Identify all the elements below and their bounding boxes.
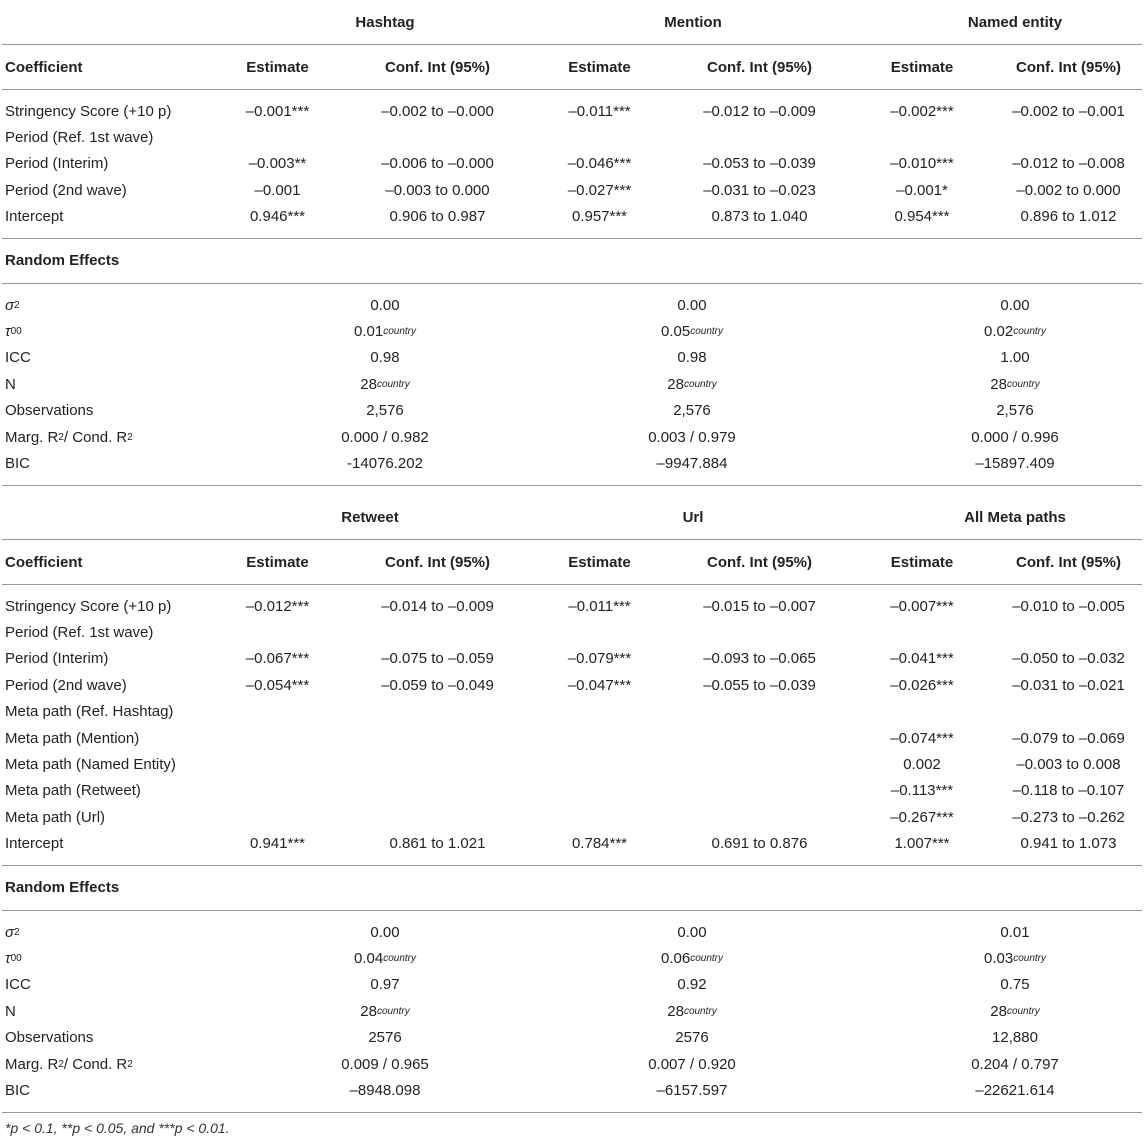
random-effect-value: 0.92 bbox=[677, 976, 707, 994]
estimate-cell: –0.012*** bbox=[245, 597, 310, 615]
section-header-row bbox=[0, 866, 1145, 910]
estimate-cell bbox=[230, 778, 325, 804]
row-label: Meta path (Url) bbox=[5, 808, 106, 826]
estimate-cell: –0.046*** bbox=[567, 155, 632, 173]
random-effect-row bbox=[0, 292, 1145, 318]
row-label: ICC bbox=[5, 976, 31, 994]
row-label: ICC bbox=[5, 349, 31, 367]
model-header-hashtag: Hashtag bbox=[355, 13, 415, 31]
random-effect-value: –22621.614 bbox=[975, 1081, 1055, 1099]
superscript-note: country bbox=[376, 378, 410, 390]
ci-cell bbox=[997, 619, 1140, 645]
estimate-header: Estimate bbox=[568, 553, 631, 571]
estimate-cell bbox=[230, 124, 325, 150]
random-effect-value: 0.04 country bbox=[354, 949, 416, 967]
superscript-note: country bbox=[1013, 326, 1046, 338]
estimate-cell: –0.001* bbox=[896, 181, 948, 199]
section-header-row bbox=[0, 239, 1145, 283]
table-row bbox=[0, 751, 1145, 777]
random-effect-value: -14076.202 bbox=[347, 454, 423, 472]
row-label: Period (Ref. 1st wave) bbox=[5, 129, 154, 147]
ci-cell: –0.012 to –0.008 bbox=[1012, 155, 1125, 173]
superscript-note: country bbox=[383, 952, 416, 964]
ci-cell: 0.691 to 0.876 bbox=[711, 835, 808, 853]
random-effect-value: 28 country bbox=[360, 375, 410, 393]
table-row bbox=[0, 98, 1145, 124]
estimate-cell bbox=[230, 725, 325, 751]
estimate-header: Estimate bbox=[568, 58, 631, 76]
ci-cell bbox=[355, 804, 520, 830]
superscript-note: country bbox=[1006, 378, 1040, 390]
ci-cell bbox=[677, 699, 842, 725]
random-effect-row bbox=[0, 1024, 1145, 1050]
random-effect-value: 0.00 bbox=[370, 923, 400, 941]
estimate-cell: –0.113*** bbox=[890, 782, 954, 800]
ci-header: Conf. Int (95%) bbox=[707, 553, 812, 571]
ci-cell bbox=[677, 619, 842, 645]
row-label: BIC bbox=[5, 1081, 31, 1099]
ci-cell bbox=[355, 619, 520, 645]
sigma-squared-label: σ 2 bbox=[5, 923, 20, 941]
estimate-cell: –0.054*** bbox=[245, 676, 310, 694]
table-row bbox=[0, 831, 1145, 857]
table-row bbox=[0, 204, 1145, 230]
random-effect-value: 28 country bbox=[667, 1002, 717, 1020]
random-effect-value: 0.003 / 0.979 bbox=[648, 428, 736, 446]
ci-cell bbox=[355, 725, 520, 751]
ci-cell bbox=[677, 725, 842, 751]
ci-cell: –0.055 to –0.039 bbox=[703, 676, 816, 694]
ci-cell: –0.059 to –0.049 bbox=[381, 676, 494, 694]
coefficient-header: Coefficient bbox=[5, 553, 83, 571]
ci-cell: 0.941 to 1.073 bbox=[1020, 835, 1117, 853]
random-effects-title: Random Effects bbox=[5, 879, 120, 897]
random-effect-value: 0.01 country bbox=[354, 323, 416, 341]
random-effect-row bbox=[0, 945, 1145, 971]
estimate-cell bbox=[230, 699, 325, 725]
ci-cell: –0.050 to –0.032 bbox=[1012, 650, 1125, 668]
table-row bbox=[0, 725, 1145, 751]
random-effect-value: –15897.409 bbox=[975, 454, 1055, 472]
random-effect-value: 28 country bbox=[990, 375, 1040, 393]
random-effect-value: 2,576 bbox=[366, 402, 404, 420]
estimate-cell bbox=[552, 124, 647, 150]
ci-cell: –0.002 to –0.000 bbox=[381, 102, 494, 120]
random-effect-value: 0.97 bbox=[370, 976, 400, 994]
estimate-cell bbox=[873, 619, 971, 645]
random-effect-value: 2576 bbox=[368, 1029, 402, 1047]
random-effect-row bbox=[0, 424, 1145, 450]
estimate-cell bbox=[552, 804, 647, 830]
superscript-note: country bbox=[383, 326, 416, 338]
random-effect-value: 0.05 country bbox=[661, 323, 723, 341]
ci-cell: –0.003 to 0.000 bbox=[385, 181, 490, 199]
random-effect-row bbox=[0, 318, 1145, 344]
random-effect-value: 1.00 bbox=[1000, 349, 1030, 367]
random-effect-row bbox=[0, 450, 1145, 476]
row-label: N bbox=[5, 1002, 16, 1020]
estimate-cell bbox=[230, 804, 325, 830]
ci-cell: –0.093 to –0.065 bbox=[703, 650, 816, 668]
ci-cell: 0.873 to 1.040 bbox=[711, 208, 808, 226]
random-effect-value: 0.204 / 0.797 bbox=[971, 1055, 1059, 1073]
estimate-cell: –0.027*** bbox=[567, 181, 632, 199]
ci-cell: –0.015 to –0.007 bbox=[703, 597, 816, 615]
estimate-cell: –0.047*** bbox=[567, 676, 632, 694]
estimate-cell bbox=[873, 124, 971, 150]
table-body bbox=[0, 593, 1145, 857]
superscript-note: country bbox=[690, 952, 723, 964]
random-effect-value: 28 country bbox=[990, 1002, 1040, 1020]
row-label: Observations bbox=[5, 1029, 94, 1047]
model-header-all-meta-paths: All Meta paths bbox=[964, 508, 1066, 526]
table-row bbox=[0, 151, 1145, 177]
ci-cell bbox=[677, 124, 842, 150]
row-label: N bbox=[5, 375, 16, 393]
estimate-cell: –0.067*** bbox=[245, 650, 310, 668]
ci-cell: –0.012 to –0.009 bbox=[703, 102, 816, 120]
superscript-note: country bbox=[1006, 1005, 1040, 1017]
ci-cell: –0.053 to –0.039 bbox=[703, 155, 816, 173]
table-body bbox=[0, 98, 1145, 230]
row-label: Marg. R 2 / Cond. R 2 bbox=[5, 1055, 133, 1073]
random-effect-row bbox=[0, 1051, 1145, 1077]
random-effect-value: –6157.597 bbox=[656, 1081, 728, 1099]
row-label: BIC bbox=[5, 454, 31, 472]
model-header-row bbox=[0, 495, 1145, 539]
ci-cell bbox=[355, 124, 520, 150]
random-effect-value: 0.02 country bbox=[984, 323, 1046, 341]
superscript-note: country bbox=[683, 1005, 717, 1017]
estimate-cell: 0.946*** bbox=[249, 208, 306, 226]
random-effect-value: 0.00 bbox=[677, 923, 707, 941]
ci-cell bbox=[997, 124, 1140, 150]
row-label: Marg. R 2 / Cond. R 2 bbox=[5, 428, 133, 446]
estimate-cell: –0.011*** bbox=[568, 102, 631, 120]
random-effect-value: 0.007 / 0.920 bbox=[648, 1055, 736, 1073]
random-effect-value: 0.000 / 0.982 bbox=[341, 428, 429, 446]
ci-cell: –0.014 to –0.009 bbox=[381, 597, 494, 615]
superscript-note: country bbox=[376, 1005, 410, 1017]
table-row bbox=[0, 593, 1145, 619]
superscript-note: country bbox=[690, 326, 723, 338]
estimate-cell: –0.001 bbox=[254, 181, 301, 199]
random-effect-row bbox=[0, 972, 1145, 998]
random-effect-row bbox=[0, 998, 1145, 1024]
random-effect-value: 0.000 / 0.996 bbox=[971, 428, 1059, 446]
random-effects-title: Random Effects bbox=[5, 252, 120, 270]
row-label: Period (2nd wave) bbox=[5, 676, 127, 694]
table-row bbox=[0, 699, 1145, 725]
model-header-url: Url bbox=[682, 508, 704, 526]
estimate-cell: –0.011*** bbox=[568, 597, 631, 615]
superscript-note: country bbox=[1013, 952, 1046, 964]
random-effect-value: 28 country bbox=[667, 375, 717, 393]
model-header-named-entity: Named entity bbox=[967, 13, 1063, 31]
ci-cell: –0.031 to –0.021 bbox=[1012, 676, 1125, 694]
estimate-cell bbox=[873, 699, 971, 725]
estimate-cell: 0.941*** bbox=[249, 835, 306, 853]
ci-cell: 0.861 to 1.021 bbox=[389, 835, 486, 853]
regression-table-1 bbox=[0, 0, 1145, 486]
estimate-cell bbox=[230, 619, 325, 645]
ci-cell: –0.118 to –0.107 bbox=[1012, 782, 1125, 800]
random-effect-value: 2,576 bbox=[673, 402, 711, 420]
estimate-header: Estimate bbox=[246, 553, 309, 571]
random-effect-row bbox=[0, 371, 1145, 397]
random-effect-value: 0.75 bbox=[1000, 976, 1030, 994]
table-row bbox=[0, 804, 1145, 830]
estimate-cell: –0.003** bbox=[248, 155, 307, 173]
ci-cell: –0.003 to 0.008 bbox=[1016, 756, 1121, 774]
estimate-cell bbox=[552, 699, 647, 725]
column-header-row bbox=[0, 45, 1145, 89]
table-row bbox=[0, 124, 1145, 150]
regression-table-2 bbox=[0, 495, 1145, 1113]
estimate-cell: –0.079*** bbox=[567, 650, 632, 668]
row-label: Intercept bbox=[5, 208, 64, 226]
ci-header: Conf. Int (95%) bbox=[1016, 553, 1121, 571]
sigma-squared-label: σ 2 bbox=[5, 296, 20, 314]
estimate-cell: 0.954*** bbox=[894, 208, 950, 226]
row-label: Meta path (Retweet) bbox=[5, 782, 141, 800]
estimate-cell: –0.002*** bbox=[890, 102, 954, 120]
model-header-mention: Mention bbox=[664, 13, 722, 31]
random-effect-value: 0.00 bbox=[370, 296, 400, 314]
coefficient-header: Coefficient bbox=[5, 58, 83, 76]
estimate-cell: 0.002 bbox=[903, 756, 941, 774]
row-label: Meta path (Named Entity) bbox=[5, 756, 176, 774]
table-row bbox=[0, 646, 1145, 672]
table-row bbox=[0, 778, 1145, 804]
significance-footnote: *p < 0.1, **p < 0.05, and ***p < 0.01. bbox=[5, 1120, 230, 1136]
estimate-cell bbox=[552, 778, 647, 804]
tau00-label: τ 00 bbox=[5, 323, 22, 341]
ci-cell bbox=[355, 751, 520, 777]
estimate-cell: 0.784*** bbox=[571, 835, 628, 853]
estimate-cell: –0.074*** bbox=[890, 729, 954, 747]
random-effect-value: –8948.098 bbox=[349, 1081, 421, 1099]
estimate-cell bbox=[552, 751, 647, 777]
estimate-cell: 0.957*** bbox=[571, 208, 628, 226]
estimate-cell: 1.007*** bbox=[894, 835, 950, 853]
ci-cell: 0.896 to 1.012 bbox=[1020, 208, 1117, 226]
ci-cell: –0.075 to –0.059 bbox=[381, 650, 494, 668]
row-label: Stringency Score (+10 p) bbox=[5, 597, 172, 615]
random-effect-value: 2,576 bbox=[996, 402, 1034, 420]
random-effects-body bbox=[0, 292, 1145, 477]
ci-header: Conf. Int (95%) bbox=[385, 58, 490, 76]
row-label: Period (Interim) bbox=[5, 155, 109, 173]
ci-cell bbox=[355, 778, 520, 804]
estimate-cell: –0.026*** bbox=[890, 676, 954, 694]
estimate-header: Estimate bbox=[890, 58, 954, 76]
ci-cell bbox=[677, 751, 842, 777]
ci-cell: –0.010 to –0.005 bbox=[1012, 597, 1125, 615]
row-label: Period (Ref. 1st wave) bbox=[5, 624, 154, 642]
random-effect-value: 2576 bbox=[675, 1029, 709, 1047]
row-label: Stringency Score (+10 p) bbox=[5, 102, 172, 120]
random-effect-row bbox=[0, 919, 1145, 945]
tau00-label: τ 00 bbox=[5, 949, 22, 967]
random-effect-value: 0.98 bbox=[677, 349, 707, 367]
estimate-cell: –0.041*** bbox=[890, 650, 954, 668]
random-effect-row bbox=[0, 398, 1145, 424]
random-effect-row bbox=[0, 1077, 1145, 1103]
estimate-header: Estimate bbox=[246, 58, 309, 76]
table-row bbox=[0, 177, 1145, 203]
divider bbox=[2, 1112, 1142, 1113]
superscript-note: country bbox=[683, 378, 717, 390]
row-label: Observations bbox=[5, 402, 94, 420]
row-label: Period (Interim) bbox=[5, 650, 109, 668]
estimate-cell bbox=[230, 751, 325, 777]
random-effect-value: 0.00 bbox=[677, 296, 707, 314]
ci-cell: –0.273 to –0.262 bbox=[1012, 808, 1125, 826]
ci-header: Conf. Int (95%) bbox=[385, 553, 490, 571]
random-effects-body bbox=[0, 919, 1145, 1104]
ci-cell bbox=[677, 778, 842, 804]
estimate-cell: –0.010*** bbox=[890, 155, 954, 173]
random-effect-value: 0.06 country bbox=[661, 949, 723, 967]
random-effect-value: –9947.884 bbox=[656, 454, 728, 472]
random-effect-value: 0.009 / 0.965 bbox=[341, 1055, 429, 1073]
divider bbox=[2, 485, 1142, 486]
ci-cell: –0.006 to –0.000 bbox=[381, 155, 494, 173]
estimate-cell bbox=[552, 725, 647, 751]
model-header-retweet: Retweet bbox=[341, 508, 399, 526]
column-header-row bbox=[0, 540, 1145, 584]
estimate-cell: –0.001*** bbox=[245, 102, 310, 120]
ci-header: Conf. Int (95%) bbox=[707, 58, 812, 76]
ci-header: Conf. Int (95%) bbox=[1016, 58, 1121, 76]
ci-cell: 0.906 to 0.987 bbox=[389, 208, 486, 226]
estimate-header: Estimate bbox=[890, 553, 954, 571]
random-effect-value: 0.00 bbox=[1000, 296, 1030, 314]
ci-cell bbox=[355, 699, 520, 725]
row-label: Meta path (Ref. Hashtag) bbox=[5, 703, 174, 721]
ci-cell: –0.002 to –0.001 bbox=[1012, 102, 1125, 120]
random-effect-value: 0.98 bbox=[370, 349, 400, 367]
estimate-cell: –0.007*** bbox=[890, 597, 954, 615]
estimate-cell bbox=[552, 619, 647, 645]
table-row bbox=[0, 619, 1145, 645]
model-header-row bbox=[0, 0, 1145, 44]
row-label: Period (2nd wave) bbox=[5, 181, 127, 199]
random-effect-value: 12,880 bbox=[992, 1029, 1038, 1047]
table-row bbox=[0, 672, 1145, 698]
random-effect-value: 0.01 bbox=[1000, 923, 1030, 941]
ci-cell bbox=[677, 804, 842, 830]
row-label: Intercept bbox=[5, 835, 64, 853]
ci-cell: –0.079 to –0.069 bbox=[1012, 729, 1125, 747]
random-effect-value: 28 country bbox=[360, 1002, 410, 1020]
ci-cell: –0.031 to –0.023 bbox=[703, 181, 816, 199]
ci-cell bbox=[997, 699, 1140, 725]
random-effect-value: 0.03 country bbox=[984, 949, 1046, 967]
row-label: Meta path (Mention) bbox=[5, 729, 140, 747]
random-effect-row bbox=[0, 345, 1145, 371]
ci-cell: –0.002 to 0.000 bbox=[1016, 181, 1121, 199]
estimate-cell: –0.267*** bbox=[890, 808, 954, 826]
